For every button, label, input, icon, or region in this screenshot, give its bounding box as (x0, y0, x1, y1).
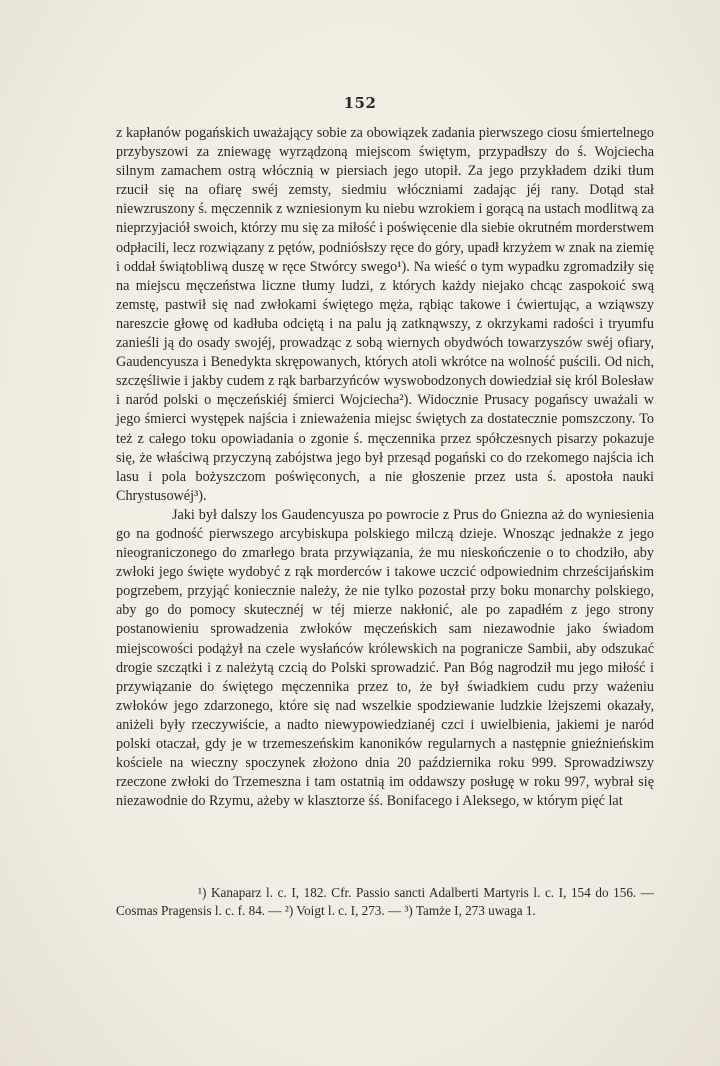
footnotes (116, 884, 654, 920)
paragraph-1: z kapłanów pogańskich uważający sobie za obowiązek zadania pierwszego ciosu śmiertelnego przybyszowi za zniewagę wyrządzoną miejscom świętym, przypadłszy do ś. Wojciecha silnym zamachem ostrą włócznią w piersiach jego utopił. Za jego przykładem dziki tłum rzucił się na ofiarę swéj zemsty, siedmiu włóczniami zadając jéj rany. Dotąd stał niewzruszony ś. męczennik z wzniesionym ku niebu wzrokiem i gorącą na ustach modlitwą za nieprzyjaciół swoich, którzy mu się za miłość i poświęcenie dla siebie okrutném morderstwem odpłacili, lecz rozwiązany z pętów, podniósłszy ręce do góry, upadł krzyżem w znak na ziemię i oddał świątobliwą duszę w ręce Stwórcy swego¹). Na wieść o tym wypadku zgromadziły się na miejscu męczeństwa liczne tłumy ludzi, z których każdy niejako chcąc zaspokoić swą zemstę, pastwił się nad zwłokami świętego męża, rąbiąc takowe i ćwiertując, a wziąwszy nareszcie głowę od kadłuba odciętą i na palu ją zatknąwszy, z okrzykami radości i tryumfu zanieśli ją do osady swojéj, prowadząc z sobą wiernych obydwóch towarzyszów swéj ofiary, Gaudencyusza i Benedykta skrępowanych, których atoli wkrótce na wolność puścili. Od nich, szczęśliwie i jakby cudem z rąk barbarzyńców wyswobodzonych dowiedział się król Bolesław i naród polski o męczeńskiéj śmierci Wojciecha²). Widocznie Prusacy pogańscy uważali w jego śmierci występek najścia i znieważenia miejsc świętych za dostatecznie pomszczony. To też z całego toku opowiadania o zgonie ś. męczennika przez spółczesnych pisarzy pokazuje się, że właściwą przyczyną zabójstwa jego był przesąd pogański co do rzekomego najścia ich lasu i pola bożyszczom poświęconych, a nie głoszenie przez usta ś. apostoła nauki Chrystusowéj³). (116, 125, 654, 504)
paragraph-2: Jaki był dalszy los Gaudencyusza po powrocie z Prus do Gniezna aż do wyniesienia go na godność pierwszego arcybiskupa polskiego milczą dzieje. Wnosząc jednakże z jego nieograniczonego do zmarłego brata przywiązania, że mu nieskończenie o to chodziło, aby zwłoki jego święte wydobyć z rąk morderców i takowe uczcić odpowiednim chrześcijańskim pogrzebem, przyjąć koniecznie należy, że nie tylko pozostał przy boku monarchy polskiego, aby go do pomocy skutecznéj w téj mierze nakłonić, ale po zapadłém z jego strony postanowieniu sprowadzenia zwłoków męczeńskich sam niezawodnie jako świadom miejscowości podążył na czele wysłańców królewskich na pogranicze Sambii, aby odszukać drogie szczątki i z należytą czcią do Polski sprowadzić. Pan Bóg nagrodził mu jego miłość i przywiązanie do świętego męczennika przez to, że był świadkiem cudu przy ważeniu zwłoków jego zdarzonego, które się nad wszelkie spodziewanie ludzkie lżejszemi okazały, aniżeli były rzeczywiście, a nadto niewypowiedzianéj czci i uwielbienia, jakiemi je naród polski otaczał, gdy je w trzemeszeńskim kanoników regularnych a następnie gnieźnieńskim kościele na wieczny spoczynek złożono dnia 20 października roku 999. Sprowadziwszy rzeczone zwłoki do Trzemeszna i tam ostatnią im oddawszy posługę w roku 997, wybrał się niezawodnie do Rzymu, ażeby w klasztorze śś. Bonifacego i Aleksego, w którym pięć lat (116, 506, 654, 810)
footnote-text: ¹) Kanaparz l. c. I, 182. Cfr. Passio sancti Adalberti Martyris l. c. I, 154 do 156. — Cosmas Pragensis l. c. f. 84. — ²) Voigt l. c. I, 273. — ³) Tamże I, 273 uwaga 1. (116, 885, 654, 918)
page-number: 152 (343, 94, 377, 112)
main-text (116, 124, 654, 811)
